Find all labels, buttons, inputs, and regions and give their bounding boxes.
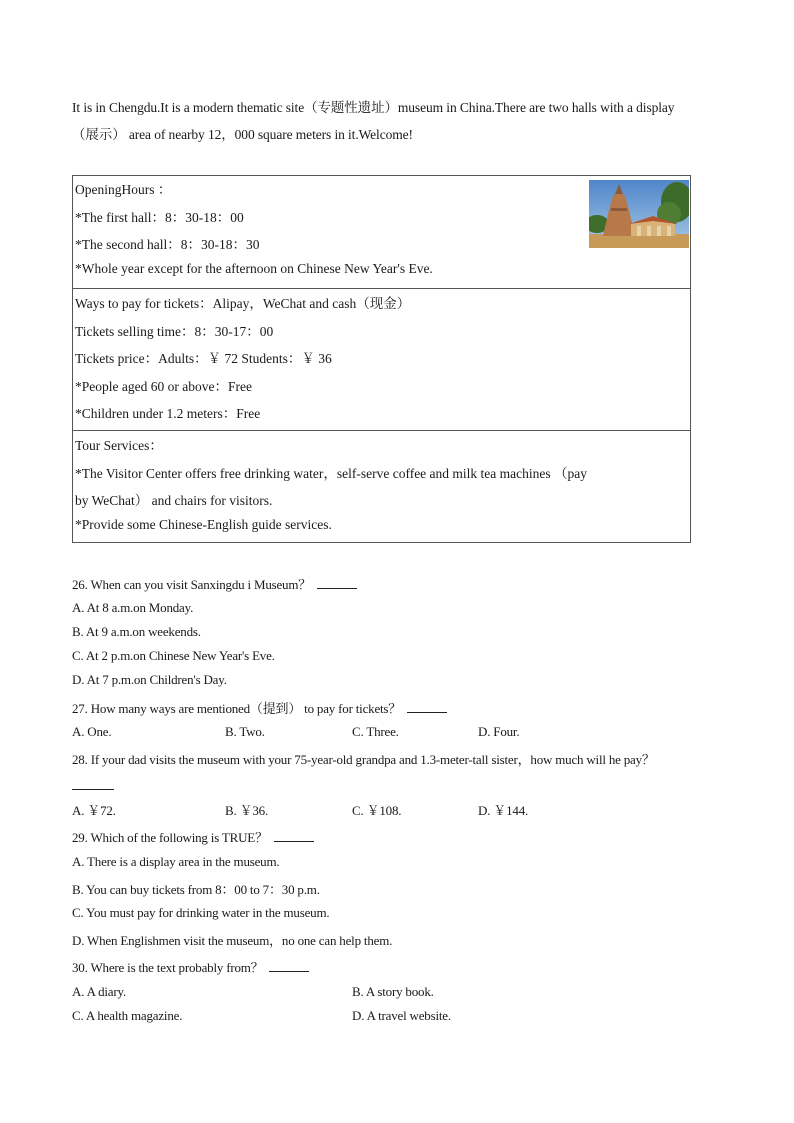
question-27-option-b: B. Two. — [225, 724, 265, 739]
question-28 — [72, 749, 655, 768]
answer-blank — [317, 576, 357, 589]
children-free: *Children under 1.2 meters：Free — [75, 406, 261, 421]
opening-note: *Whole year except for the afternoon on Chinese New Year's Eve. — [75, 261, 433, 276]
visitor-center-line-1: *The Visitor Center offers free drinking water，self-serve coffee and milk tea machines （pay — [75, 466, 588, 481]
question-30 — [72, 957, 309, 976]
tour-services-section — [73, 431, 690, 543]
payment-ways: Ways to pay for tickets：Alipay，WeChat and cash（现金） — [75, 296, 411, 311]
answer-blank — [274, 829, 314, 842]
museum-info-box — [72, 175, 691, 543]
question-28-option-c: C. ￥108. — [352, 803, 402, 818]
question-28-option-d: D. ￥144. — [478, 803, 529, 818]
question-27 — [72, 698, 447, 717]
question-26-stem: 26. When can you visit Sanxingdu i Museum？ — [72, 577, 312, 592]
tickets-section — [73, 289, 690, 431]
question-30-option-b: B. A story book. — [352, 984, 434, 999]
answer-blank — [72, 789, 114, 790]
ticket-price: Tickets price：Adults：￥ 72 Students：￥ 36 — [75, 351, 332, 366]
tour-services-title: Tour Services： — [75, 438, 163, 453]
question-29-option-a: A. There is a display area in the museum. — [72, 854, 280, 869]
question-26-option-c: C. At 2 p.m.on Chinese New Year's Eve. — [72, 648, 275, 663]
question-30-option-d: D. A travel website. — [352, 1008, 451, 1023]
question-29-option-d: D. When Englishmen visit the museum，no one can help them. — [72, 933, 393, 948]
guide-services: *Provide some Chinese-English guide services. — [75, 517, 332, 532]
elderly-free: *People aged 60 or above：Free — [75, 379, 252, 394]
question-29-option-b: B. You can buy tickets from 8：00 to 7：30 p.m. — [72, 882, 320, 897]
question-30-option-a: A. A diary. — [72, 984, 127, 999]
question-29-stem: 29. Which of the following is TRUE？ — [72, 830, 268, 845]
question-30-stem: 30. Where is the text probably from？ — [72, 960, 264, 975]
answer-blank — [269, 959, 309, 972]
question-26-option-a: A. At 8 a.m.on Monday. — [72, 600, 194, 615]
intro-line-1: It is in Chengdu.It is a modern thematic site（专题性遗址）museum in China.There are two halls with a display — [72, 100, 675, 115]
question-28-option-b: B. ￥36. — [225, 803, 269, 818]
first-hall-hours: *The first hall：8：30-18：00 — [75, 210, 244, 225]
museum-photo — [589, 180, 689, 248]
intro-paragraph — [72, 94, 722, 148]
question-27-stem: 27. How many ways are mentioned（提到） to pay for tickets？ — [72, 701, 402, 716]
opening-hours-title: OpeningHours ： — [75, 182, 172, 197]
question-27-option-d: D. Four. — [478, 724, 520, 739]
answer-blank — [407, 700, 447, 713]
question-29 — [72, 827, 314, 846]
opening-hours-section — [73, 176, 690, 289]
question-28-stem: 28. If your dad visits the museum with your 75-year-old grandpa and 1.3-meter-tall sister，how much will he pay？ — [72, 752, 655, 767]
question-26 — [72, 574, 357, 593]
question-27-option-a: A. One. — [72, 724, 112, 739]
intro-line-2: （展示） area of nearby 12，000 square meters in it.Welcome! — [72, 127, 413, 142]
selling-time: Tickets selling time：8：30-17：00 — [75, 324, 274, 339]
question-26-option-d: D. At 7 p.m.on Children's Day. — [72, 672, 227, 687]
visitor-center-line-2: by WeChat） and chairs for visitors. — [75, 493, 273, 508]
question-30-option-c: C. A health magazine. — [72, 1008, 183, 1023]
question-27-option-c: C. Three. — [352, 724, 399, 739]
question-26-option-b: B. At 9 a.m.on weekends. — [72, 624, 201, 639]
question-29-option-c: C. You must pay for drinking water in the museum. — [72, 905, 330, 920]
question-28-option-a: A. ￥72. — [72, 803, 116, 818]
second-hall-hours: *The second hall：8：30-18：30 — [75, 237, 260, 252]
